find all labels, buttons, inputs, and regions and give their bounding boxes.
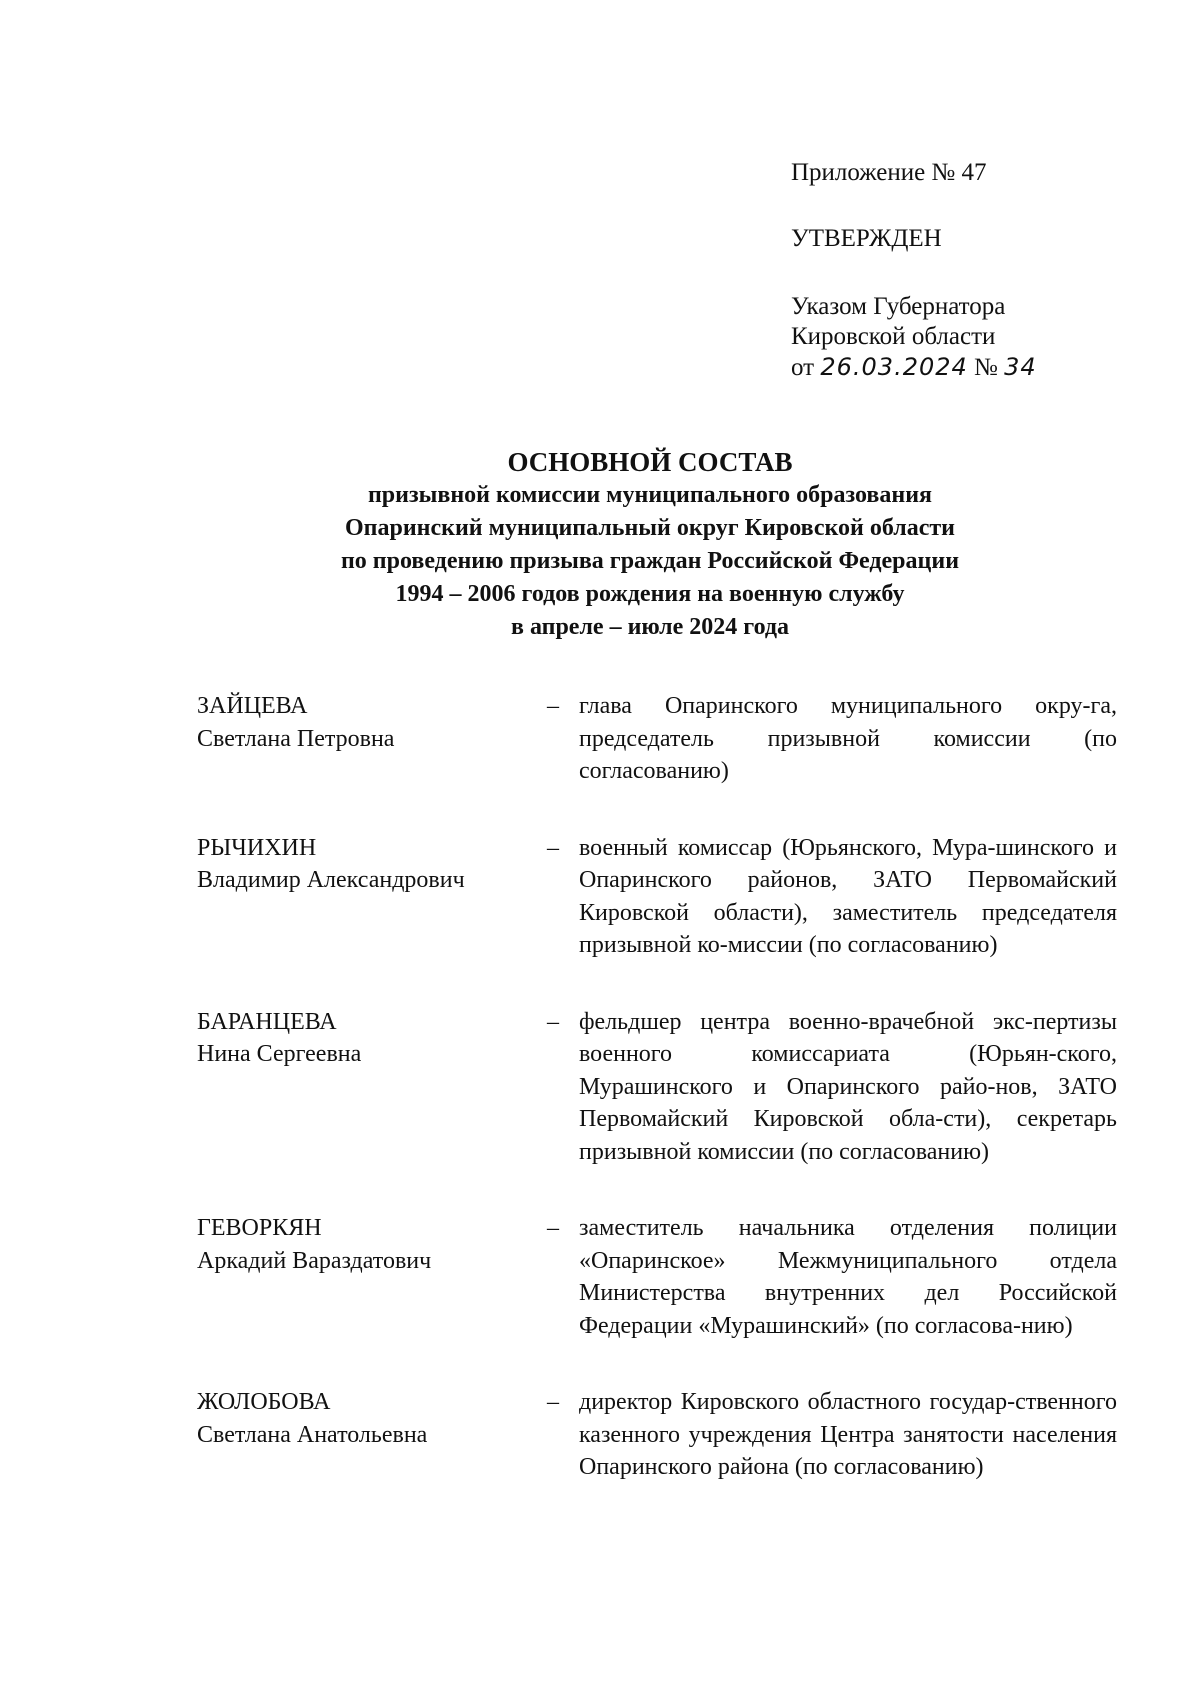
member-name xyxy=(197,1006,537,1071)
member-entry xyxy=(197,832,1117,962)
title-line-5: в апреле – июле 2024 года xyxy=(510,614,790,640)
member-surname: ГЕВОРКЯН xyxy=(197,1215,322,1241)
title-line-2: Опаринский муниципальный округ Кировской области xyxy=(344,515,955,541)
member-surname: ЗАЙЦЕВА xyxy=(197,693,308,719)
member-given-names: Аркадий Вараздатович xyxy=(197,1247,432,1274)
member-role: заместитель начальника отделения полиции «Опаринское» Межмуниципального отдела Министерства внутренних дел Российской Федерации «Мурашинский» (по согласова-нию) xyxy=(579,1215,1117,1339)
member-name xyxy=(197,832,537,897)
member-role: военный комиссар (Юрьянского, Мура-шинского и Опаринского районов, ЗАТО Первомайский Кировской области), заместитель председателя призывной ко-миссии (по согласованию) xyxy=(579,834,1117,958)
member-entry xyxy=(197,1212,1117,1342)
member-surname: ЖОЛОБОВА xyxy=(197,1389,331,1415)
dash-separator: – xyxy=(547,1215,559,1241)
member-entry xyxy=(197,1006,1117,1169)
members-list xyxy=(197,690,1117,1484)
decree-line-2: Кировской области xyxy=(791,323,996,350)
number-prefix: № xyxy=(974,354,998,381)
dash-separator: – xyxy=(547,1389,559,1415)
member-surname: РЫЧИХИН xyxy=(197,834,317,861)
handwritten-number: 34 xyxy=(1004,353,1037,381)
member-name xyxy=(197,1212,537,1277)
member-surname: БАРАНЦЕВА xyxy=(197,1008,337,1035)
dash-separator: – xyxy=(547,1008,559,1035)
date-prefix: от xyxy=(791,354,815,381)
member-entry xyxy=(197,1386,1117,1484)
title-main: ОСНОВНОЙ СОСТАВ xyxy=(507,447,793,477)
member-name xyxy=(197,1386,537,1451)
member-name xyxy=(197,690,537,755)
title-line-1: призывной комиссии муниципального образования xyxy=(367,482,933,508)
member-given-names: Светлана Анатольевна xyxy=(197,1421,428,1448)
member-given-names: Нина Сергеевна xyxy=(197,1041,362,1067)
member-entry xyxy=(197,690,1117,788)
title-line-4: 1994 – 2006 годов рождения на военную службу xyxy=(395,581,905,607)
member-role: фельдшер центра военно-врачебной экс-пертизы военного комиссариата (Юрьян-ского, Мурашинского и Опаринского райо-нов, ЗАТО Первомайский Кировской обла-сти), секретарь призывной комиссии (по согласованию) xyxy=(579,1008,1117,1165)
appendix-number: Приложение № 47 xyxy=(791,159,987,186)
member-given-names: Владимир Александрович xyxy=(197,867,465,893)
member-role: глава Опаринского муниципального окру-га, председатель призывной комиссии (по согласованию) xyxy=(579,693,1117,784)
title-line-3: по проведению призыва граждан Российской Федерации xyxy=(340,548,960,574)
approved-label: УТВЕРЖДЕН xyxy=(791,225,942,252)
dash-separator: – xyxy=(547,693,559,719)
decree-line-1: Указом Губернатора xyxy=(791,293,1006,320)
handwritten-date: 26.03.2024 xyxy=(820,353,968,381)
member-given-names: Светлана Петровна xyxy=(197,725,395,752)
approval-block xyxy=(791,158,1037,383)
member-role: директор Кировского областного государ-ственного казенного учреждения Центра занятости населения Опаринского района (по согласованию) xyxy=(579,1389,1117,1480)
dash-separator: – xyxy=(547,834,559,861)
document-title xyxy=(180,445,1120,644)
decree-date-line xyxy=(791,352,1037,383)
